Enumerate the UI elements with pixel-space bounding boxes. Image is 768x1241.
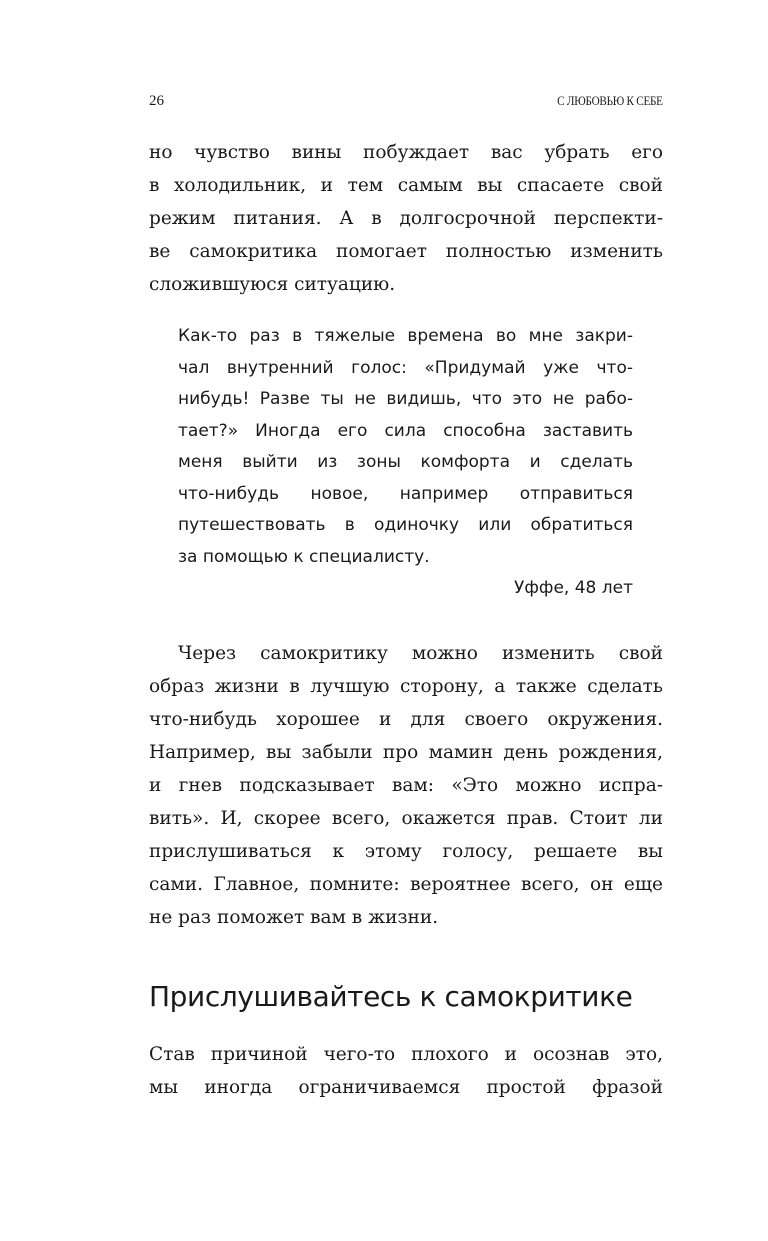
paragraph-1 [149,136,663,301]
quote-line: Как-то раз в тяжелые времена во мне закри- [178,326,633,346]
quote-line: путешествовать в одиночку или обратиться [178,515,633,535]
text-line: мы иногда ограничиваемся простой фразой [149,1077,663,1098]
text-line: Через самокритику можно изменить свой [178,643,663,664]
text-line: в холодильник, и тем самым вы спасаете свой [149,175,663,196]
text-line: режим питания. А в долгосрочной перспекти- [149,208,663,229]
section-heading: Прислушивайтесь к самокритике [149,980,633,1013]
text-line: Став причиной чего-то плохого и осознав это, [149,1044,663,1065]
quote-block [178,321,633,605]
quote-line: чал внутренний голос: «Придумай уже что- [178,357,633,378]
text-line: но чувство вины побуждает вас убрать его [149,142,663,163]
text-line: образ жизни в лучшую сторону, а также сделать [149,676,663,697]
text-line: и гнев подсказывает вам: «Это можно испра- [149,775,663,796]
quote-line: что-нибудь новое, например отправиться [178,483,633,504]
quote-line: тает?» Иногда его сила способна заставить [178,420,633,441]
paragraph-2 [149,637,663,934]
quote-line: нибудь! Разве ты не видишь, что это не рабо- [178,389,633,409]
quote-line: за помощью к специалисту. [178,546,430,567]
running-head [149,93,663,113]
text-line: сами. Главное, помните: вероятнее всего, он еще [149,874,663,895]
text-line: прислушиваться к этому голосу, решаете вы [149,841,663,862]
page-number: 26 [149,93,164,109]
text-line: что-нибудь хорошее и для своего окружения. [149,709,663,730]
text-line: сложившуюся ситуацию. [149,274,396,295]
paragraph-3 [149,1038,663,1104]
text-line: не раз поможет вам в жизни. [149,907,439,928]
quote-attribution: Уффе, 48 лет [514,578,633,598]
text-line: вить». И, скорее всего, окажется прав. Стоит ли [149,808,663,829]
book-title: С ЛЮБОВЬЮ К СЕБЕ [557,93,663,108]
quote-line: меня выйти из зоны комфорта и сделать [178,452,633,472]
text-line: Например, вы забыли про мамин день рождения, [149,742,663,763]
text-line: ве самокритика помогает полностью изменить [149,241,663,262]
